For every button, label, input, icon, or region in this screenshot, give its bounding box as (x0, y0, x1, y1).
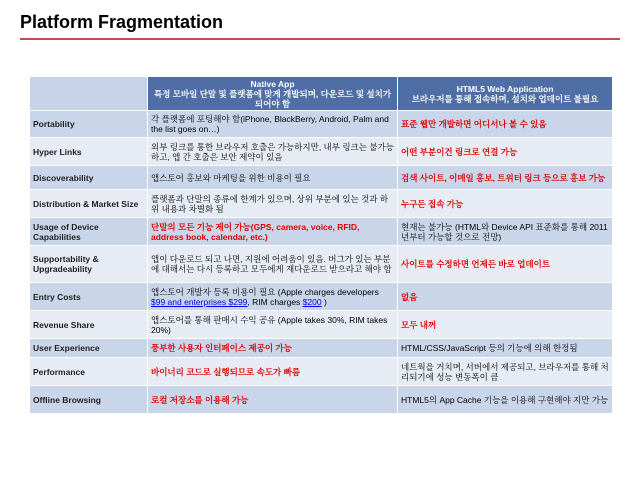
entry-cost-text: ) (321, 296, 327, 307)
native-cell: 각 플랫폼에 포팅해야 함(iPhone, BlackBerry, Android, Palm and the list goes on…) (148, 111, 398, 138)
header-html5-app: HTML5 Web Application 브라우저를 통해 접속하며, 설치와 업데이트 불필요 (398, 77, 613, 111)
html5-cell: HTML5의 App Cache 기능을 이용해 구현해야 지만 가능 (398, 386, 613, 414)
html5-cell: 현재는 불가능 (HTML와 Device API 표준화를 통해 2011년부터 가능할 것으로 전망) (398, 218, 613, 246)
feature-label: Performance (30, 358, 148, 386)
native-cell: 단말의 모든 기능 제어 가능(GPS, camera, voice, RFID, address book, calendar, etc.) (148, 218, 398, 246)
apple-fee-link[interactable]: $99 and enterprises $299 (151, 296, 248, 307)
title-underline (20, 38, 620, 40)
feature-label: Hyper Links (30, 138, 148, 166)
feature-label: Entry Costs (30, 283, 148, 311)
native-cell: 앱스토어 홍보와 마케팅을 위한 비용이 필요 (148, 166, 398, 190)
header-native-app: Native App 특정 모바일 단말 및 플랫폼에 맞게 개발되며, 다운로드 및 설치가 되어야 함 (148, 77, 398, 111)
html5-cell: 검색 사이트, 이메일 홍보, 트위터 링크 등으로 홍보 가능 (398, 166, 613, 190)
html5-cell: 네트웍을 거치며, 서버에서 제공되고, 브라우저를 통해 처리되기에 성능 변동폭이 큼 (398, 358, 613, 386)
table-row (30, 218, 613, 246)
table-row (30, 311, 613, 339)
table-row (30, 166, 613, 190)
html5-cell: 누구든 접속 가능 (398, 190, 613, 218)
entry-cost-text: 앱스토어 개발자 등록 비용이 필요 (Apple charges developers (151, 286, 379, 297)
feature-label: Supportability & Upgradeability (30, 246, 148, 283)
table-row (30, 283, 613, 311)
page-title: Platform Fragmentation (20, 12, 224, 32)
native-cell: 앱이 다운로드 되고 나면, 지원에 어려움이 있음. 버그가 있는 부분에 대해서는 다시 등록하고 모두에게 재다운로드 받으라고 해야 함 (148, 246, 398, 283)
native-cell: 로컬 저장소를 이용해 가능 (148, 386, 398, 414)
table-row (30, 339, 613, 358)
html5-cell: 표준 웹만 개발하면 어디서나 볼 수 있음 (398, 111, 613, 138)
html5-cell: 어떤 부분이건 링크로 연결 가능 (398, 138, 613, 166)
table-row (30, 190, 613, 218)
html5-cell: 모두 내꺼 (398, 311, 613, 339)
native-cell: 외부 링크를 통한 브라우저 호출은 가능하지만, 내부 링크는 불가능하고, 앱 간 호출은 보안 제약이 있음 (148, 138, 398, 166)
html5-cell: HTML/CSS/JavaScript 등의 기능에 의해 한정됨 (398, 339, 613, 358)
entry-cost-text: , RIM charges (247, 296, 303, 307)
feature-label: Discoverability (30, 166, 148, 190)
feature-label: Usage of Device Capabilities (30, 218, 148, 246)
rim-fee-link[interactable]: $200 (302, 296, 322, 307)
feature-label: Revenue Share (30, 311, 148, 339)
comparison-table (29, 76, 613, 414)
native-cell: 바이너리 코드로 실행되므로 속도가 빠름 (148, 358, 398, 386)
native-cell: 풍부한 사용자 인터페이스 제공이 가능 (148, 339, 398, 358)
native-cell (148, 283, 398, 311)
table-row (30, 138, 613, 166)
feature-label: Portability (30, 111, 148, 138)
native-cell: 앱스토어를 통해 판매시 수익 공유 (Apple takes 30%, RIM takes 20%) (148, 311, 398, 339)
html5-cell: 없음 (398, 283, 613, 311)
feature-label: User Experience (30, 339, 148, 358)
table-row (30, 386, 613, 414)
feature-label: Distribution & Market Size (30, 190, 148, 218)
native-cell: 플랫폼과 단말의 종류에 한계가 있으며, 상위 부분에 있는 것과 하위 내용과 차별화 됨 (148, 190, 398, 218)
header-corner (30, 77, 148, 111)
html5-cell: 사이트를 수정하면 언제든 바로 업데이트 (398, 246, 613, 283)
feature-label: Offline Browsing (30, 386, 148, 414)
table-row (30, 246, 613, 283)
table-row (30, 358, 613, 386)
table-row (30, 111, 613, 138)
